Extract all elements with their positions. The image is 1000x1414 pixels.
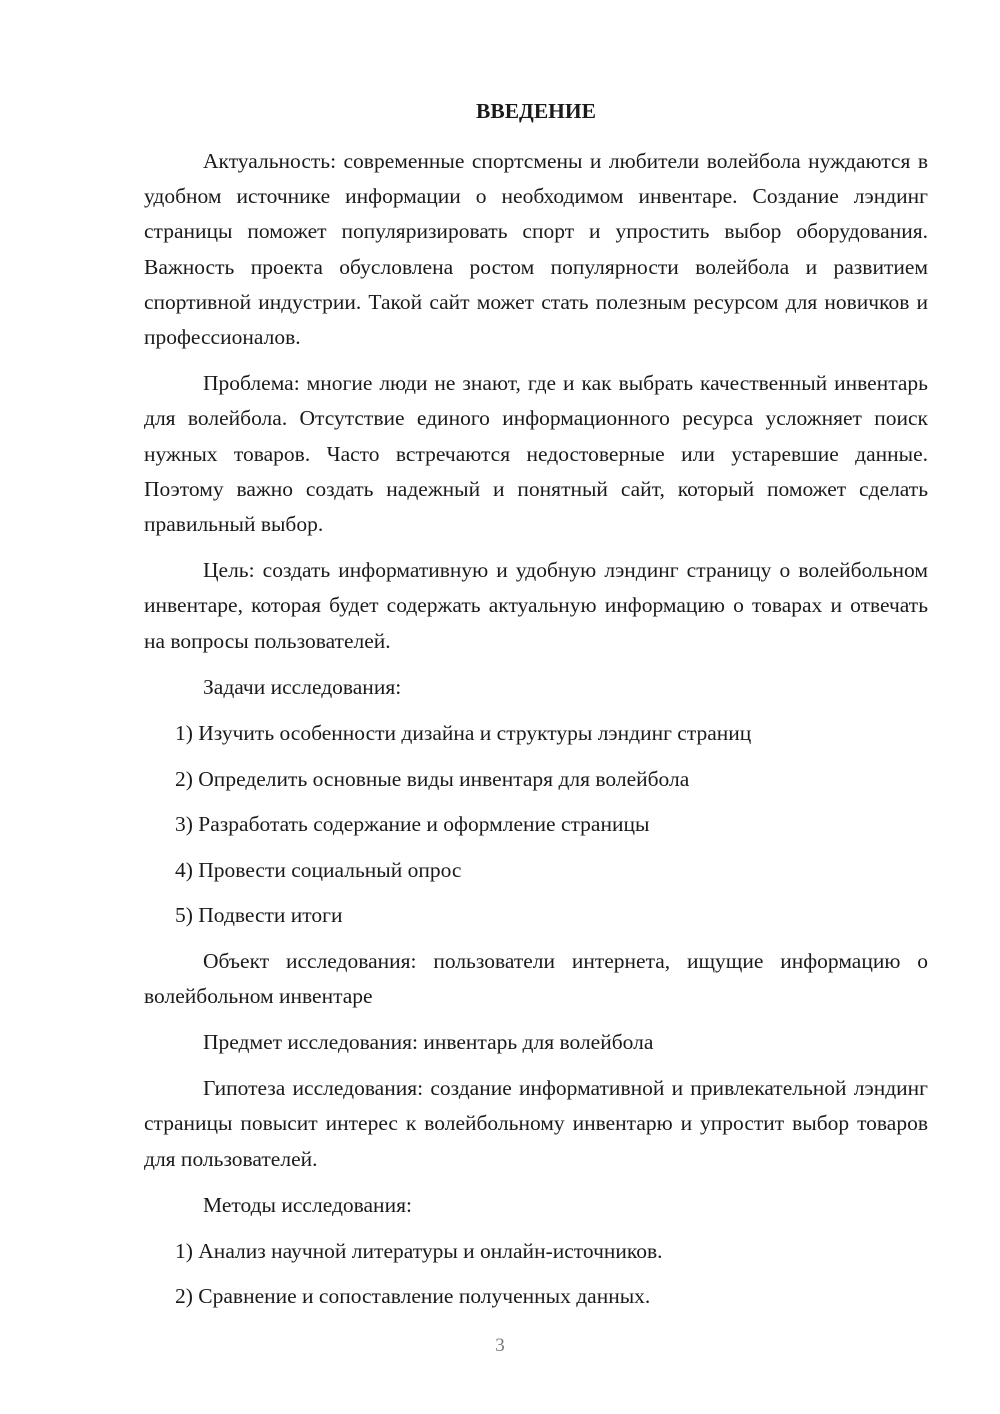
relevance-paragraph: Актуальность: современные спортсмены и любители волейбола нуждаются в удобном источнике информации о необходимом инвентаре. Создание лэндинг страницы поможет популяризировать спорт и упростить выбор оборудования. Важность проекта обусловлена ростом популярности волейбола и развитием спортивной индустрии. Такой сайт может стать полезным ресурсом для новичков и профессионалов. (144, 149, 928, 350)
section-title: ВВЕДЕНИЕ (476, 99, 596, 123)
method-item: 1) Анализ научной литературы и онлайн-источников. (175, 1238, 663, 1263)
method-item: 2) Сравнение и сопоставление полученных данных. (175, 1284, 651, 1309)
task-item: 3) Разработать содержание и оформление страницы (175, 812, 650, 837)
document-page (144, 96, 928, 1325)
methods-list (144, 1234, 928, 1315)
hypothesis-paragraph: Гипотеза исследования: создание информативной и привлекательной лэндинг страницы повысит интерес к волейбольному инвентарю и упростит выбор товаров для пользователей. (144, 1076, 928, 1171)
goal-paragraph: Цель: создать информативную и удобную лэндинг страницу о волейбольном инвентаре, которая будет содержать актуальную информацию о товарах и отвечать на вопросы пользователей. (144, 558, 928, 653)
object-paragraph: Объект исследования: пользователи интернета, ищущие информацию о волейбольном инвентаре (144, 948, 928, 1008)
task-item: 4) Провести социальный опрос (175, 857, 462, 882)
subject-paragraph: Предмет исследования: инвентарь для волейбола (203, 1029, 654, 1054)
methods-heading: Методы исследования: (203, 1192, 412, 1217)
page-number: 3 (495, 1335, 505, 1356)
task-item: 5) Подвести итоги (175, 903, 343, 928)
problem-paragraph: Проблема: многие люди не знают, где и как выбрать качественный инвентарь для волейбола. Отсутствие единого информационного ресурса усложняет поиск нужных товаров. Часто встречаются недостоверные или устаревшие данные. Поэтому важно создать надежный и понятный сайт, который поможет сделать правильный выбор. (144, 371, 928, 537)
tasks-heading: Задачи исследования: (203, 674, 402, 699)
tasks-list (144, 716, 928, 934)
task-item: 1) Изучить особенности дизайна и структуры лэндинг страниц (175, 721, 752, 746)
task-item: 2) Определить основные виды инвентаря для волейбола (175, 766, 690, 791)
